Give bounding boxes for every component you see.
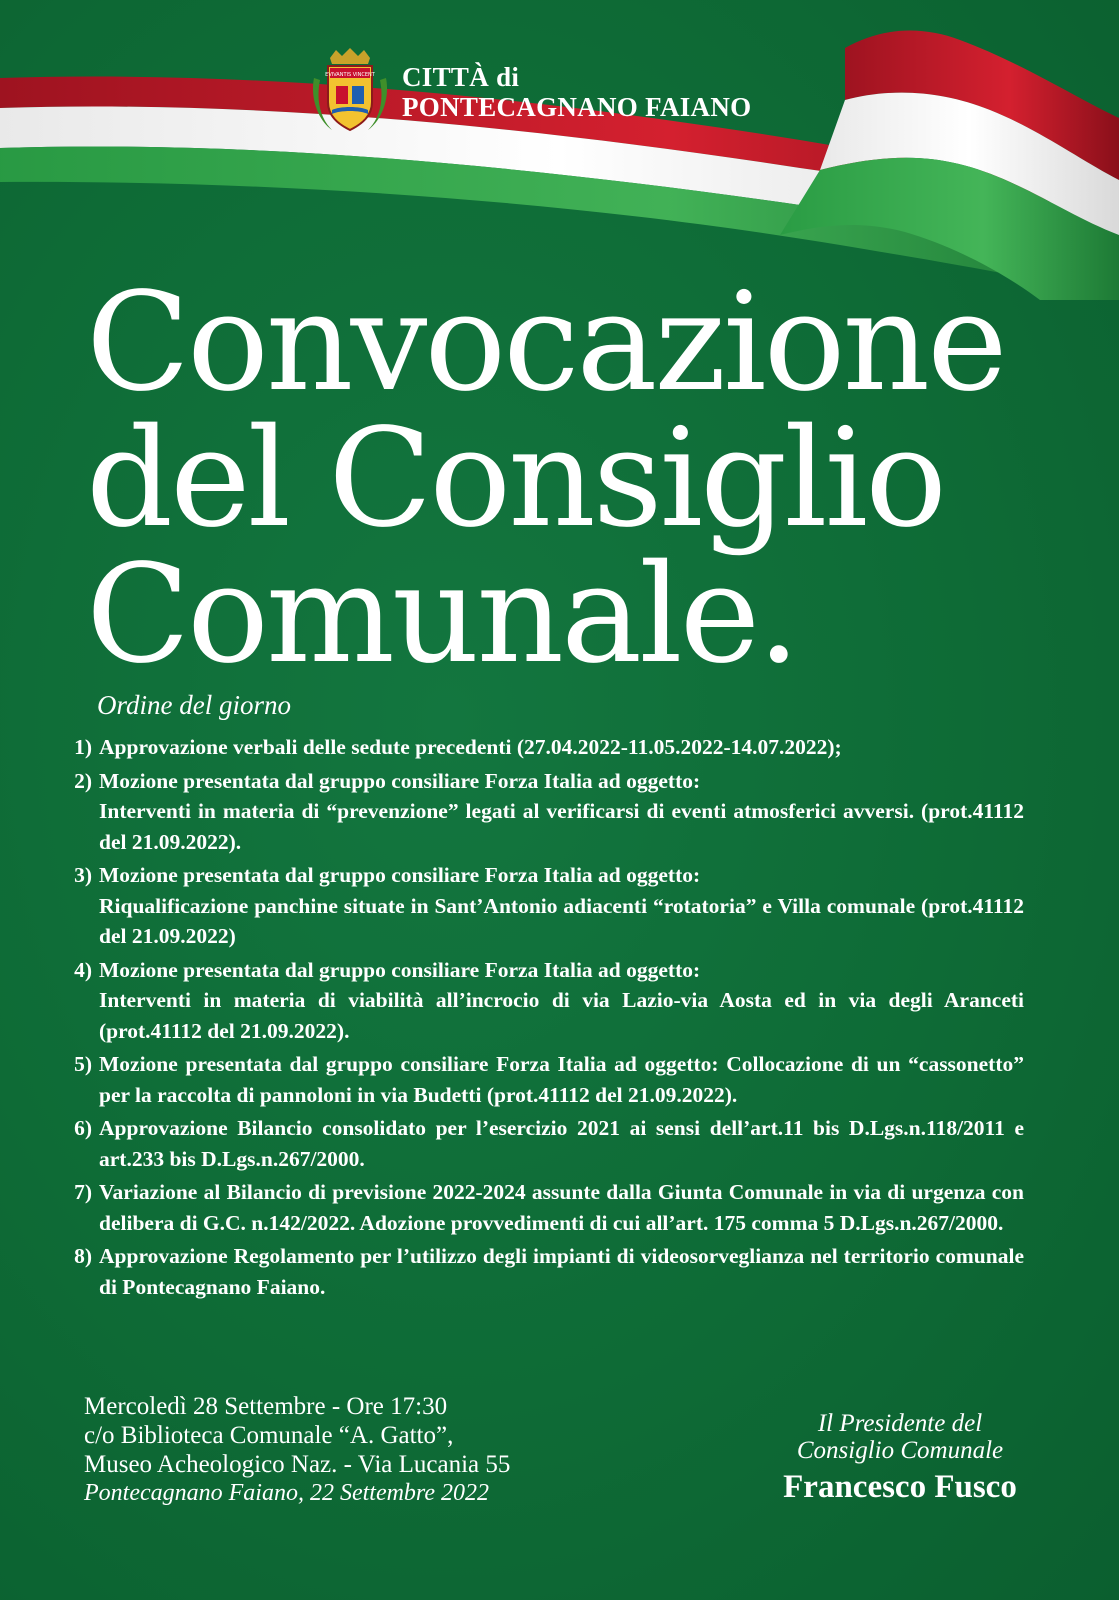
agenda-item-text (99, 1241, 1024, 1302)
agenda-item-text (99, 732, 1024, 763)
agenda-item-number: 1) (74, 735, 92, 759)
agenda-item-line: Mozione presentata dal gruppo consiliare Forza Italia ad oggetto: Collocazione di un “cassonetto” per la raccolta di pannoloni in via Budetti (prot.41112 del 21.09.2022). (99, 1052, 1024, 1107)
city-coat-of-arms (310, 48, 390, 136)
agenda-item (52, 1177, 1037, 1238)
agenda-item-line: Interventi in materia di “prevenzione” legati al verificarsi di eventi atmosferici avversi. (prot.41112 del 21.09.2022). (99, 799, 1024, 854)
agenda-item (52, 766, 1037, 858)
agenda-item-line: Interventi in materia di viabilità all’incrocio di via Lazio-via Aosta ed in via degli Aranceti (prot.41112 del 21.09.2022). (99, 988, 1024, 1043)
agenda-item-text (99, 766, 1024, 858)
agenda-item (52, 1049, 1037, 1110)
agenda-item-number: 3) (74, 863, 92, 887)
title-line-3: Comunale. (86, 536, 798, 694)
agenda-item (52, 860, 1037, 952)
meeting-datetime: Mercoledì 28 Settembre - Ore 17:30 (84, 1393, 448, 1420)
agenda-item (52, 732, 1037, 763)
agenda-item (52, 1241, 1037, 1302)
agenda-item-line: Variazione al Bilancio di previsione 2022-2024 assunte dalla Giunta Comunale in via di urgenza con delibera di G.C. n.142/2022. Adozione provvedimenti di cui all’art. 175 comma 5 D.Lgs.n.267/2000. (99, 1180, 1024, 1235)
agenda-item (52, 955, 1037, 1047)
agenda-item-number: 7) (74, 1180, 92, 1204)
agenda-item-line: Riqualificazione panchine situate in Sant’Antonio adiacenti “rotatoria” e Villa comunale (prot.41112 del 21.09.2022) (99, 893, 1024, 948)
president-role-line-1: Il Presidente del (817, 1410, 983, 1437)
agenda-list (52, 732, 1037, 1305)
president-name: Francesco Fusco (783, 1469, 1017, 1505)
meeting-venue-line-2: Museo Acheologico Naz. - Via Lucania 55 (84, 1451, 511, 1478)
title-line-2: del Consiglio (86, 400, 945, 558)
president-role-line-2: Consiglio Comunale (796, 1437, 1004, 1464)
agenda-item-line: Mozione presentata dal gruppo consiliare Forza Italia ad oggetto: (99, 863, 701, 887)
agenda-item-line: Approvazione Regolamento per l’utilizzo degli impianti di videosorveglianza nel territorio comunale di Pontecagnano Faiano. (99, 1244, 1024, 1299)
page-title (86, 264, 1086, 694)
meeting-venue-line-1: c/o Biblioteca Comunale “A. Gatto”, (84, 1422, 454, 1449)
agenda-item-line: Approvazione verbali delle sedute precedenti (27.04.2022-11.05.2022-14.07.2022); (99, 735, 842, 759)
agenda-item-number: 2) (74, 768, 92, 793)
agenda-heading: Ordine del giorno (97, 690, 291, 720)
issue-place-date: Pontecagnano Faiano, 22 Settembre 2022 (84, 1480, 490, 1506)
agenda-item-text (99, 1177, 1024, 1238)
agenda-item-line: Mozione presentata dal gruppo consiliare Forza Italia ad oggetto: (99, 768, 701, 793)
agenda-item-number: 8) (74, 1244, 92, 1268)
agenda-item-number: 4) (74, 957, 92, 982)
header (310, 48, 751, 136)
city-name: PONTECAGNANO FAIANO (402, 92, 752, 122)
agenda-item-line: Approvazione Bilancio consolidato per l’esercizio 2021 ai sensi dell’art.11 bis D.Lgs.n.118/2011 e art.233 bis D.Lgs.n.267/2000. (99, 1116, 1024, 1171)
agenda-item-number: 6) (74, 1116, 92, 1140)
agenda-item-text (99, 1049, 1024, 1110)
agenda-item-text (99, 860, 1024, 952)
agenda-item (52, 1113, 1037, 1174)
agenda-item-text (99, 1113, 1024, 1174)
crest-motto: EVIVANTIS VINCENT (325, 72, 375, 78)
agenda-item-line: Mozione presentata dal gruppo consiliare Forza Italia ad oggetto: (99, 957, 701, 982)
agenda-item-text (99, 955, 1024, 1047)
city-name-prefix: CITTÀ di (402, 61, 520, 92)
title-line-1: Convocazione (86, 264, 1005, 422)
agenda-item-number: 5) (74, 1052, 92, 1076)
meeting-details (84, 1392, 510, 1507)
president-signature-block (740, 1410, 1060, 1508)
